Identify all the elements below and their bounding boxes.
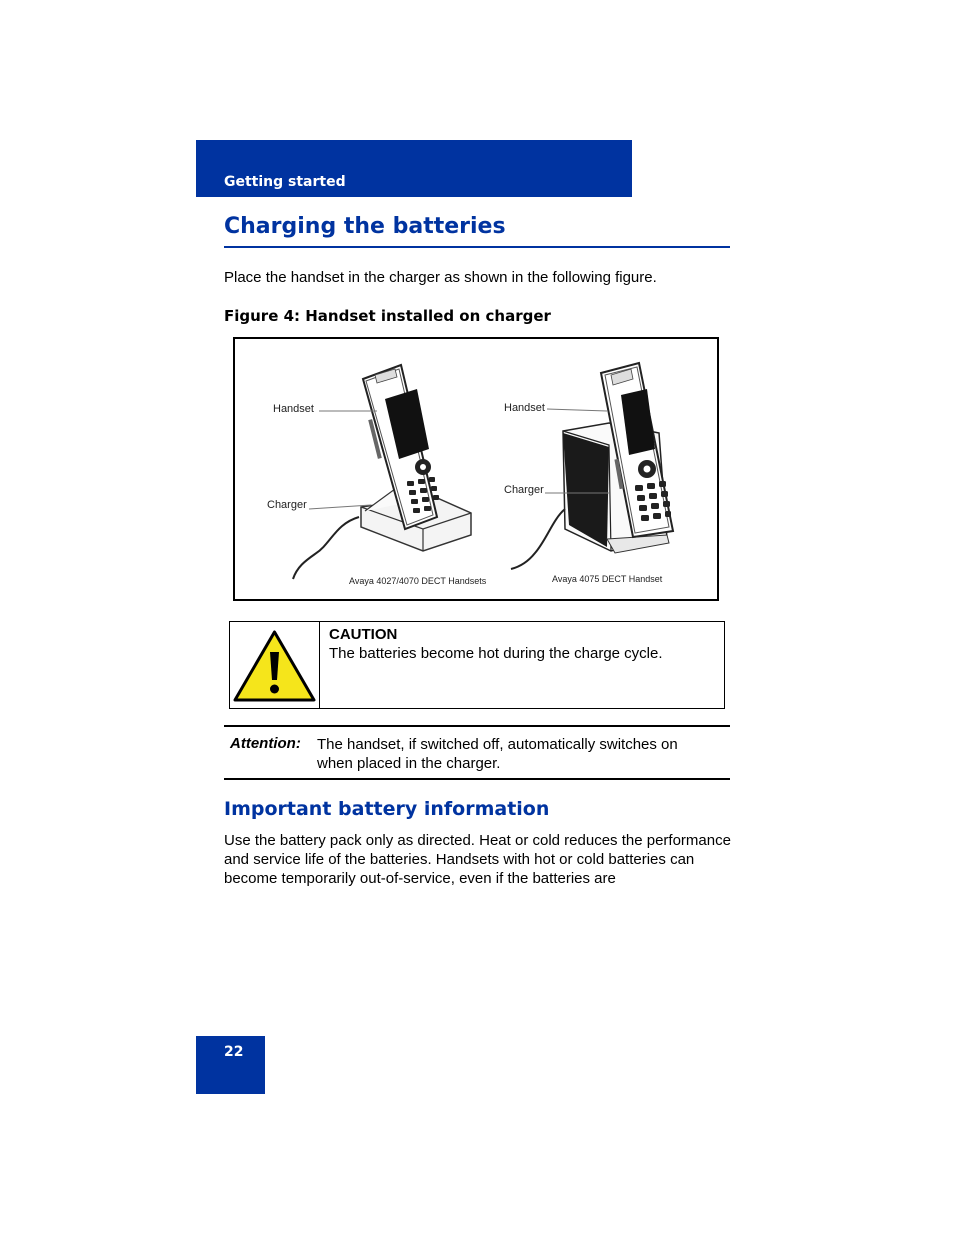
attention-text: The handset, if switched off, automatically switches on when placed in the charger. (317, 736, 678, 772)
title-underline (224, 246, 730, 248)
figure-caption: Figure 4: Handset installed on charger (224, 307, 551, 325)
section-label: Getting started (224, 174, 346, 190)
caution-title: CAUTION (329, 626, 398, 643)
right-charger-label: Charger (504, 484, 544, 496)
right-model-caption: Avaya 4075 DECT Handset (552, 574, 663, 584)
charger-figure (233, 337, 719, 601)
section-header-band (196, 140, 632, 197)
charger-illustration (235, 339, 717, 599)
section-subtitle: Important battery information (224, 798, 550, 820)
attention-top-rule (224, 725, 730, 727)
left-handset-label: Handset (273, 403, 314, 415)
caution-text: The batteries become hot during the charge cycle. (329, 645, 663, 662)
caution-notice (229, 621, 725, 709)
right-charger-drawing (511, 363, 673, 569)
page-number: 22 (224, 1044, 244, 1060)
left-charger-drawing (293, 365, 471, 579)
intro-paragraph: Place the handset in the charger as shown in the following figure. (224, 269, 657, 286)
left-model-caption: Avaya 4027/4070 DECT Handsets (349, 576, 487, 586)
warning-triangle-icon (230, 622, 319, 708)
left-charger-label: Charger (267, 499, 307, 511)
page-title: Charging the batteries (224, 214, 506, 239)
attention-label: Attention: (230, 735, 301, 752)
caution-icon-cell (230, 622, 320, 708)
right-handset-label: Handset (504, 402, 545, 414)
attention-bottom-rule (224, 778, 730, 780)
battery-info-paragraph: Use the battery pack only as directed. Heat or cold reduces the performance and service life of the batteries. Handsets with hot or cold batteries can become temporarily out-of-service, even if the batteries are (224, 832, 731, 887)
page-number-box (196, 1036, 265, 1094)
